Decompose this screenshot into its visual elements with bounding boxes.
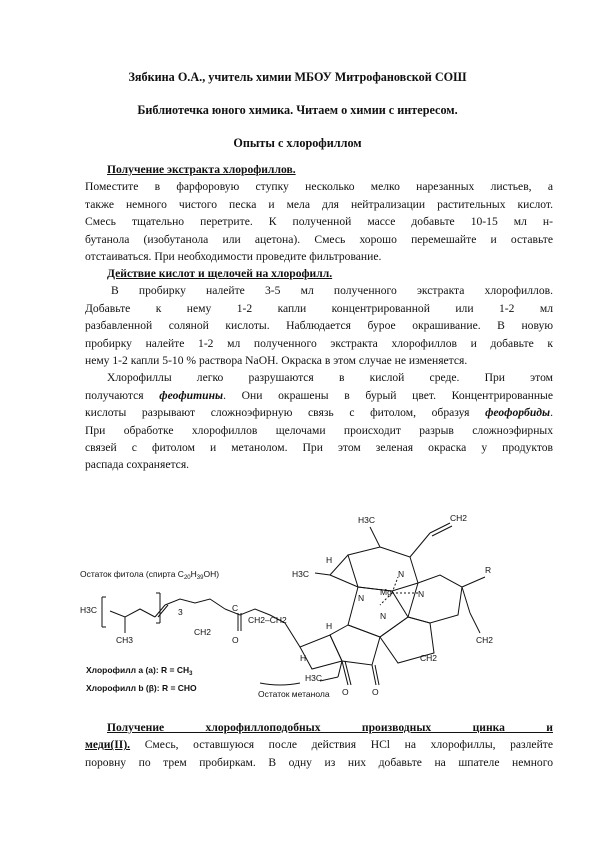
section1-line: также немного чистого песка и мела для нейтрализации растительных кислот. [85,197,553,211]
n-label: N [358,593,365,603]
section2-line: нему 1-2 капли 5-10 % раствора NaOH. Окраска в этом случае не изменяется. [85,354,468,368]
h-label: H [300,653,307,663]
section2-heading: Действие кислот и щелочей на хлорофилл. [107,267,333,280]
text-run: кислоты разрывают сложноэфирную связь с фитолом, образуя [85,406,486,420]
o-label: O [232,635,239,645]
ch2-label: CH2 [194,627,212,637]
h-label: H [326,621,333,631]
author-line: Зябкина О.А., учитель химии МБОУ Митрофановской СОШ [128,70,467,84]
text-run: . Они окрашены в бурый цвет. Концентрированные [223,388,553,402]
ch2ch2-label: CH2–CH2 [248,615,287,625]
page-title: Опыты с хлорофиллом [233,136,362,150]
section2-line: Хлорофиллы легко разрушаются в кислой среде. При этом [107,371,553,385]
section2-line: Добавьте к нему 1-2 капли концентрированной или 1-2 мл [85,301,553,315]
n-label: N [418,589,425,599]
chlorophyll-a-label: Хлорофилл a (а): $R = CH_3$ [86,665,193,677]
methanol-label: Остаток метанола [258,689,330,699]
section2-line [85,404,553,421]
text-run: . [550,406,553,420]
section2 [85,265,553,474]
o-label: O [372,687,379,697]
series-line: Библиотечка юного химика. Читаем о химии с интересом. [137,103,458,117]
text-run: Смесь, оставшуюся после действия HCl на хлорофиллы, разлейте [130,738,553,752]
term-pheophorbides: феофорбиды [485,406,551,420]
section1-heading: Получение экстракта хлорофиллов. [107,163,296,176]
h-label: H [326,555,333,565]
r-label: R [485,565,492,575]
phytol-label: Остаток фитола (спирта $C_{20}H_{39}OH$) [80,569,220,581]
section3-heading: Получение хлорофиллоподобных производных цинка и [107,721,553,734]
o-label: O [342,687,349,697]
section1 [85,161,553,265]
section2-line: В пробирку налейте 3-5 мл полученного экстракта хлорофиллов. [111,284,553,298]
ch3-label: CH3 [116,635,134,645]
chlorophyll-structure-diagram [80,505,540,705]
section2-line: связей с фитолом и метанолом. При этом зеленая окраска у продуктов [85,441,553,455]
ch2-label: CH2 [420,653,438,663]
section2-line [85,387,553,404]
h3c-label: H3C [358,515,376,525]
h3c-label: H3C [292,569,310,579]
text-run: получаются [85,388,160,402]
section3-line: поровну по трем пробиркам. В одну из них добавьте на шпателе немного [85,755,553,769]
section2-line: распада сохраняется. [85,458,190,472]
mg-label: Mg [380,587,392,597]
ch2-label: CH2 [476,635,494,645]
section2-line: разбавленной соляной кислоты. Наблюдается бурое окрашивание. В новую [85,319,553,333]
section1-line: Поместите в фарфоровую ступку несколько мелко нарезанных листьев, а [85,180,553,194]
h3c-label: H3C [305,673,323,683]
section2-line: При обработке хлорофиллов щелочами происходит разрыв сложноэфирных [85,423,553,437]
ch2-label: CH2 [450,513,468,523]
chlorophyll-b-label: Хлорофилл b (β): R = CHO [86,683,197,693]
section1-line: отстаиваться. При необходимости проведите фильтрование. [85,250,382,264]
term-pheophytins: феофитины [159,388,224,402]
n-label: N [380,611,387,621]
section3-heading-end: меди(II). [85,738,131,752]
c-label: C [232,603,239,613]
section1-line: бутанола (изобутанола или ацетона). Смесь хорошо перемешайте и оставьте [85,232,553,246]
section3 [85,719,553,771]
section1-line: Смесь тщательно перетрите. К полученной массе добавьте 10-15 мл н- [85,215,553,229]
repeat-count-label: 3 [178,607,183,617]
h3c-label: H3C [80,605,98,615]
section2-line: пробирку налейте 1-2 мл полученного экстракта хлорофиллов и добавьте к [85,336,553,350]
n-label: N [398,569,405,579]
section3-line [85,736,553,753]
